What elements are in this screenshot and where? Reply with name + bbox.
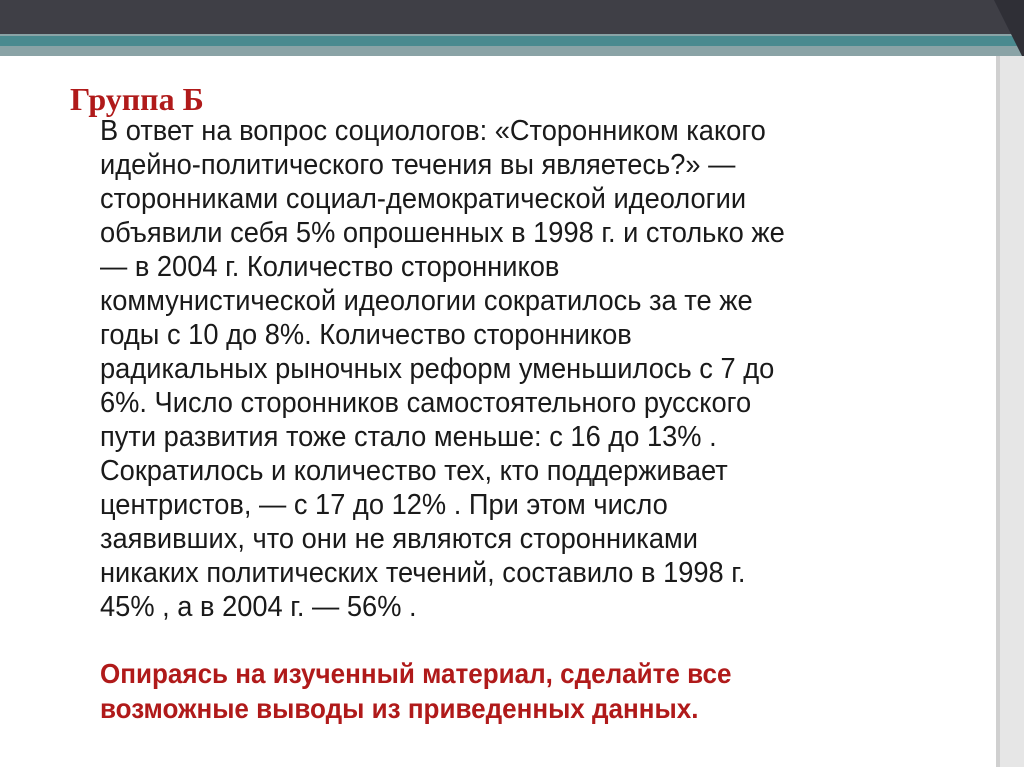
body-line: радикальных рыночных реформ уменьшилось с 7 до	[100, 353, 775, 385]
body-line: В ответ на вопрос социологов: «Сторонником какого	[100, 115, 766, 147]
body-line: заявивших, что они не являются сторонниками	[100, 523, 698, 555]
body-line: 6%. Число сторонников самостоятельного русского	[100, 387, 752, 419]
body-line: пути развития тоже стало меньше: с 16 до 13% .	[100, 421, 717, 453]
task-line: возможные выводы из приведенных данных.	[100, 693, 699, 724]
body-line: — в 2004 г. Количество сторонников	[100, 251, 560, 283]
slide-title: Группа Б	[70, 81, 204, 117]
body-line: сторонниками социал-демократической идеологии	[100, 183, 747, 215]
header-bar	[0, 0, 1024, 34]
slide-task-prompt	[100, 656, 970, 726]
slide-body-text	[100, 114, 960, 624]
body-line: никаких политических течений, составило в 1998 г.	[100, 557, 746, 589]
body-line: 45% , а в 2004 г. — 56% .	[100, 591, 417, 623]
body-line: объявили себя 5% опрошенных в 1998 г. и столько же	[100, 217, 785, 249]
body-line: годы с 10 до 8%. Количество сторонников	[100, 319, 632, 351]
task-line: Опираясь на изученный материал, сделайте все	[100, 658, 732, 689]
side-bar	[1000, 56, 1024, 767]
slide-content	[20, 70, 980, 750]
accent-stripe-dark	[0, 36, 1024, 46]
body-line: идейно-политического течения вы являетесь?» —	[100, 149, 736, 181]
body-line: коммунистической идеологии сократилось за те же	[100, 285, 753, 317]
body-line: Сократилось и количество тех, кто поддерживает	[100, 455, 728, 487]
body-line: центристов, — с 17 до 12% . При этом число	[100, 489, 668, 521]
